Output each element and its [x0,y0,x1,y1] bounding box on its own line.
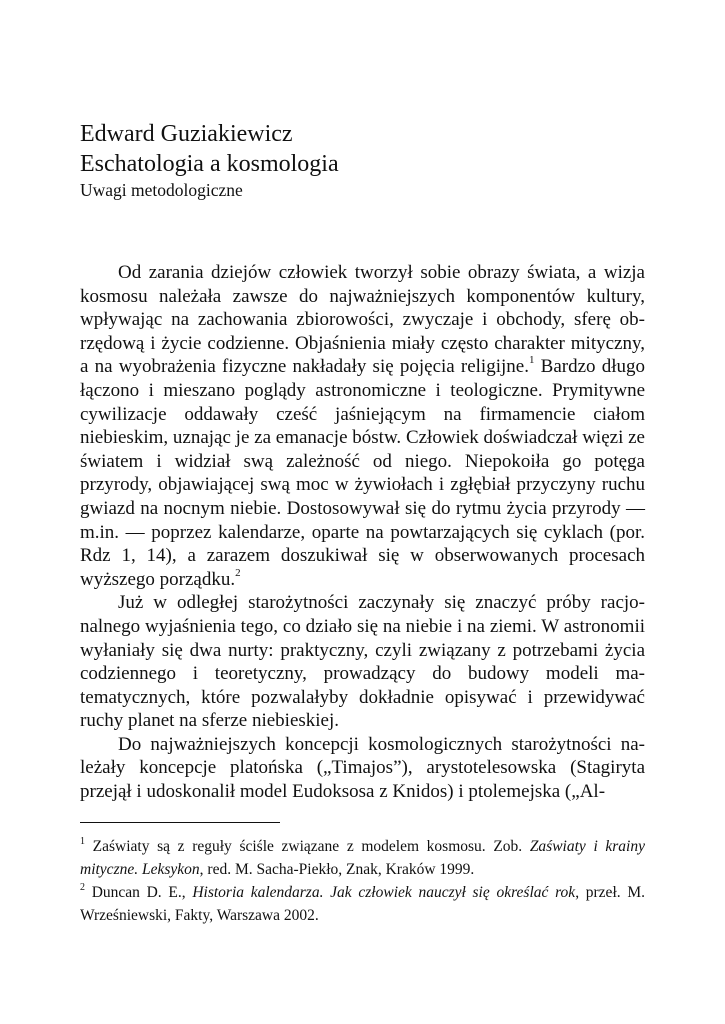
footnote-1-text-b: , red. M. Sacha-Piekło, Znak, Kraków 1999. [199,860,475,878]
footnote-2-text-b: , przeł. M. Wrześniewski, Fakty, Warszawa 2002. [80,883,645,924]
paragraph-2: Już w odległej starożytności zaczynały się znaczyć próby racjonalnego wyjaśnienia tego, co działo się na niebie i na ziemi. W astronomii wyłaniały się dwa nurty: praktyczny, czyli związany z potrzebami życia codziennego i teoretyczny, prowadzący do budowy modeli matematycznych, które pozwalałyby dokładnie opisywać i przewidywać ruchy planet na sferze niebieskiej. [80,592,645,732]
footnote-1-italic: Zaświaty i krainy mityczne. Leksykon [80,837,645,878]
article-subtitle: Uwagi metodologiczne [80,180,243,200]
footnote-2-mark: 2 [80,881,85,893]
footnote-2-text-a: Duncan D. E., [85,883,193,901]
paragraph-1-text-b: Bardzo długo łączono i mieszano poglądy astronomiczne i teologiczne. Prymitywne cywilizacje oddawały cześć jaśniejącym na firmamencie ciałom niebieskim, uznając je za emanacje bóstw. Człowiek doświadczał więzi ze światem i widział swą zależność od niego. Niepokoiła go potęga przyrody, objawiającej swą moc w żywiołach i zgłębiał przyczyny ruchu gwiazd na nocnym niebie. Dostosowywał się do rytmu życia przyrody — m.in. — poprzez kalendarze, oparte na powtarzających się cyklach (por. Rdz 1, 14), a zarazem doszukiwał się w obserwowanych procesach wyższego porządku. [80,356,645,590]
footnote-1 [80,835,645,881]
footnotes [80,835,645,927]
article-page [80,120,645,927]
footnote-ref-1: 1 [528,354,535,367]
footnote-ref-2: 2 [235,566,241,579]
article-body [80,261,645,804]
paragraph-1-text-a: Od zarania dziejów człowiek tworzył sobie obrazy świata, a wizja kosmosu należała zawsze do najważniejszych komponentów kultury, wpływając na zachowania zbiorowości, zwyczaje i obchody, sferę obrzędową i życie codzienne. Objaśnienia miały często charakter mityczny, a na wyobrażenia fizyczne nakładały się pojęcia religijne. [80,262,645,378]
footnote-2 [80,881,645,927]
footnote-separator [80,822,280,823]
article-title: Eschatologia a kosmologia [80,151,339,177]
author-name: Edward Guziakiewicz [80,121,293,147]
footnote-2-italic: Historia kalendarza. Jak człowiek nauczył się określać rok [192,883,576,901]
footnote-1-text-a: Zaświaty są z reguły ściśle związane z modelem kosmosu. Zob. [85,837,530,855]
paragraph-3: Do najważniejszych koncepcji kosmologicznych starożytności należały koncepcje platońska („Timajos”), arystotelesowska (Stagiryta przejął i udoskonalił model Eudoksosa z Knidos) i ptolemejska („Al- [80,733,645,803]
footnote-1-mark: 1 [80,835,85,847]
paragraph-1 [80,261,645,591]
